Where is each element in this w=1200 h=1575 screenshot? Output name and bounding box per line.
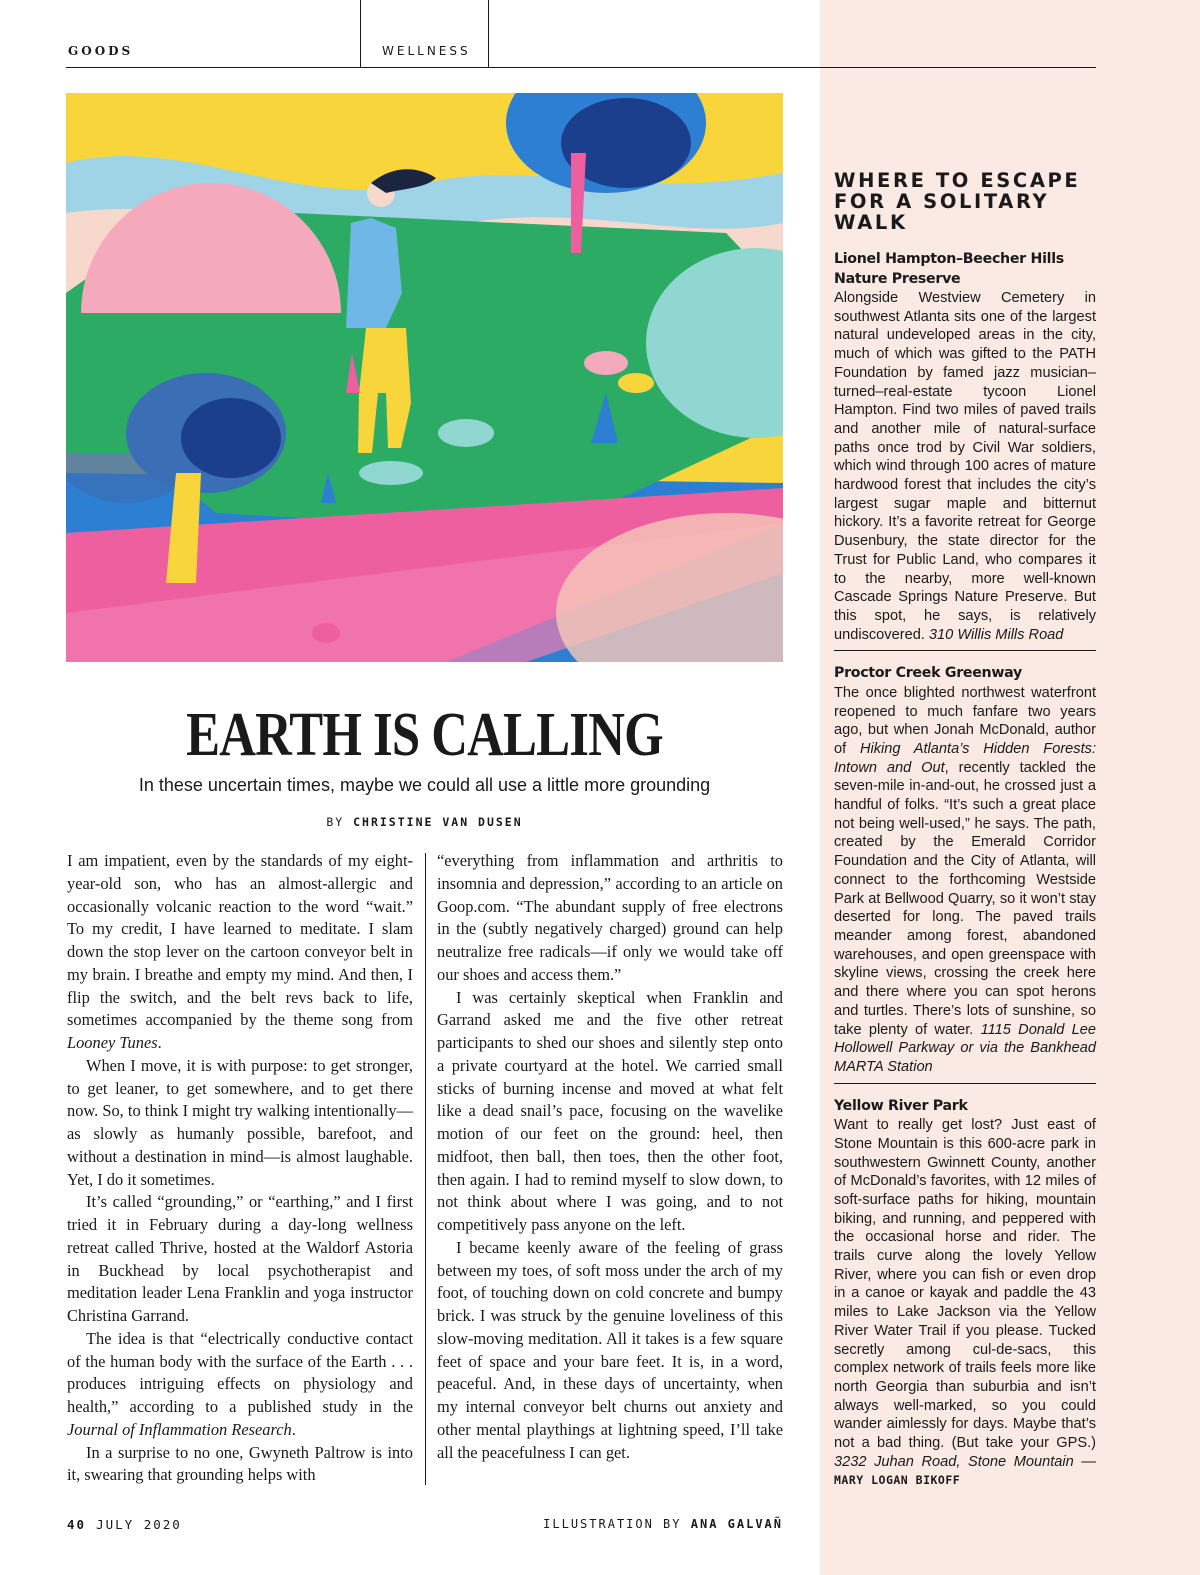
sidebar-entry-body: Want to really get lost? Just east of Stone Mountain is this 600-acre park in southwestern Gwinnett County, another of McDonald’s favorites, with 12 miles of soft-surface paths for hiking, mountain biking, and running, and peppered with the occasional horse and rider. The trails curve along the lovely Yellow River, where you can fish or even drop in a canoe or kayak and paddle the 43 miles to Lake Jackson via the Yellow River Water Trail if you please. Tucked secretly among cul-de-sacs, this complex network of trails feels more like north Georgia than suburbia and isn’t always well-marked, so you could wander aimlessly for days. Maybe that’s not a bad thing. (But take your GPS.) 3232 Juhan Road, Stone Mountain —MARY LOGAN BIKOFF <box>834 1117 1097 1488</box>
address: 1115 Donald Lee Hollowell Parkway or via the Bankhead MARTA Station <box>834 1021 1096 1075</box>
article-title: EARTH IS CALLING <box>186 701 663 769</box>
column-rule <box>425 853 426 1485</box>
section-label: GOODS <box>68 44 134 58</box>
book-title: Hiking Atlanta’s Hidden Forests: Intown and Out <box>834 740 1097 776</box>
sidebar-credit: MARY LOGAN BIKOFF <box>834 1473 961 1488</box>
article-dek: In these uncertain times, maybe we could all use a little more grounding <box>138 775 711 795</box>
header-divider <box>360 0 361 68</box>
sidebar-entry-body: The once blighted northwest waterfront reopened to much fanfare two years ago, but when Jonah McDonald, author of Hiking Atlanta’s Hidden Forests: Intown and Out, recently tackled the seven-mile in-and-out, he crossed just a handful of folks. “It’s such a great place not being well-used,” he says. The path, created by the Emerald Corridor Foundation and the City of Atlanta, will connect to the forthcoming Westside Park at Bellwood Quarry, so it won’t stay deserted for long. The paved trails meander among forest, abandoned warehouses, and open greenspace with skyline views, crossing the creek here and there where you can spot herons and turtles. There’s lots of sunshine, so take plenty of water. 1115 Donald Lee Hollowell Parkway or via the Bankhead MARTA Station <box>834 684 1097 1075</box>
paragraph: When I move, it is with purpose: to get stronger, to get leaner, to get somewhere, and to get there now. So, to think I might try walking intentionally—as slowly as humanly possible, barefoot, and without a destination in mind—is almost laughable. Yet, I do it sometimes. <box>67 1055 413 1189</box>
illustrator-name: ANA GALVAÑ <box>690 1517 783 1531</box>
illustration-credit: ILLUSTRATION BY ANA GALVAÑ <box>543 1517 783 1531</box>
category-label: WELLNESS <box>382 44 471 58</box>
page-number: 40 <box>67 1517 87 1532</box>
sidebar-rule <box>834 650 1096 651</box>
woman-walking-barefoot-illustration <box>66 93 783 662</box>
sidebar <box>834 170 1096 1490</box>
issue-date: JULY 2020 <box>96 1517 182 1532</box>
sidebar-heading: WHERE TO ESCAPE FOR A SOLITARY WALK <box>834 169 1081 234</box>
paragraph: In a surprise to no one, Gwyneth Paltrow is into it, swearing that grounding helps with <box>67 1442 413 1485</box>
paragraph: I became keenly aware of the feeling of grass between my toes, of soft moss under the arch of my foot, of touching down on cold concrete and bumpy brick. I was struck by the genuine loveliness of this slow-moving meditation. All it takes is a few square feet of space and your bare feet. It is, in a word, peaceful. And, in these days of uncertainty, when my internal conveyor belt churns out anxiety and other mental playthings at lightning speed, I’ll take all the peacefulness I can get. <box>437 1237 783 1462</box>
header-rule <box>66 67 1096 68</box>
folio <box>67 1517 182 1532</box>
byline <box>66 815 783 829</box>
paragraph: I am impatient, even by the standards of my eight-year-old son, who has an almost-allergic and occasionally volcanic reaction to the word “wait.” To my credit, I have learned to meditate. I slam down the stop lever on the cartoon conveyor belt in my brain. I breathe and empty my mind. And then, I flip the switch, and the belt revs back to life, sometimes accompanied by the theme song from Looney Tunes. <box>67 851 413 1052</box>
byline-prefix: BY <box>326 815 345 829</box>
sidebar-entry-title: Lionel Hampton–Beecher Hills Nature Preserve <box>834 251 1064 287</box>
article-column-1 <box>67 850 413 1487</box>
paragraph: It’s called “grounding,” or “earthing,” and I first tried it in February during a day-long wellness retreat called Thrive, hosted at the Waldorf Astoria in Buckhead by local psychotherapist and meditation leader Lena Franklin and yoga instructor Christina Garrand. <box>67 1192 413 1325</box>
sidebar-entry-body: Alongside Westview Cemetery in southwest Atlanta sits one of the largest natural undeveloped areas in the city, much of which was gifted to the PATH Foundation by famed jazz musician–turned–real-estate tycoon Lionel Hampton. Find two miles of paved trails and another mile of natural-surface paths once trod by Civil War soldiers, which wind through 100 acres of mature hardwood forest that includes the city’s largest sugar maple and bitternut hickory. It’s a favorite retreat for George Dusenbury, the state director for the Trust for Public Land, who compares it to the nearby, more well-known Cascade Springs Nature Preserve. But this spot, he says, is relatively undiscovered. 310 Willis Mills Road <box>834 290 1096 643</box>
address: 3232 Juhan Road, Stone Mountain <box>834 1453 1074 1470</box>
sidebar-rule <box>834 1083 1096 1084</box>
byline-author: CHRISTINE VAN DUSEN <box>353 815 523 829</box>
article-column-2 <box>437 850 783 1464</box>
paragraph: I was certainly skeptical when Franklin and Garrand asked me and the five other retreat participants to shed our shoes and silently step onto a private courtyard at the hotel. We carried small sticks of burning incense and moved at what felt like a dead snail’s pace, focusing on the wavelike motion of our feet on the ground: heel, then midfoot, then ball, then toes, then the other foot, then again. I had to remind myself to slow down, to not think about where I was going, and to not competitively pass anyone on the left. <box>437 987 783 1234</box>
paragraph: The idea is that “electrically conductive contact of the human body with the surface of the Earth . . . produces intriguing effects on physiology and health,” according to a published study in the Journal of Inflammation Research. <box>67 1328 413 1439</box>
sidebar-entry-title: Yellow River Park <box>834 1097 968 1114</box>
header-divider <box>488 0 489 68</box>
sidebar-entry-title: Proctor Creek Greenway <box>834 665 1022 682</box>
address: 310 Willis Mills Road <box>928 626 1064 643</box>
paragraph: “everything from inflammation and arthritis to insomnia and depression,” according to an article on Goop.com. “The abundant supply of free electrons in the (subtly negatively charged) ground can help neutralize free radicals—if only we would take off our shoes and access them.” <box>437 851 783 984</box>
